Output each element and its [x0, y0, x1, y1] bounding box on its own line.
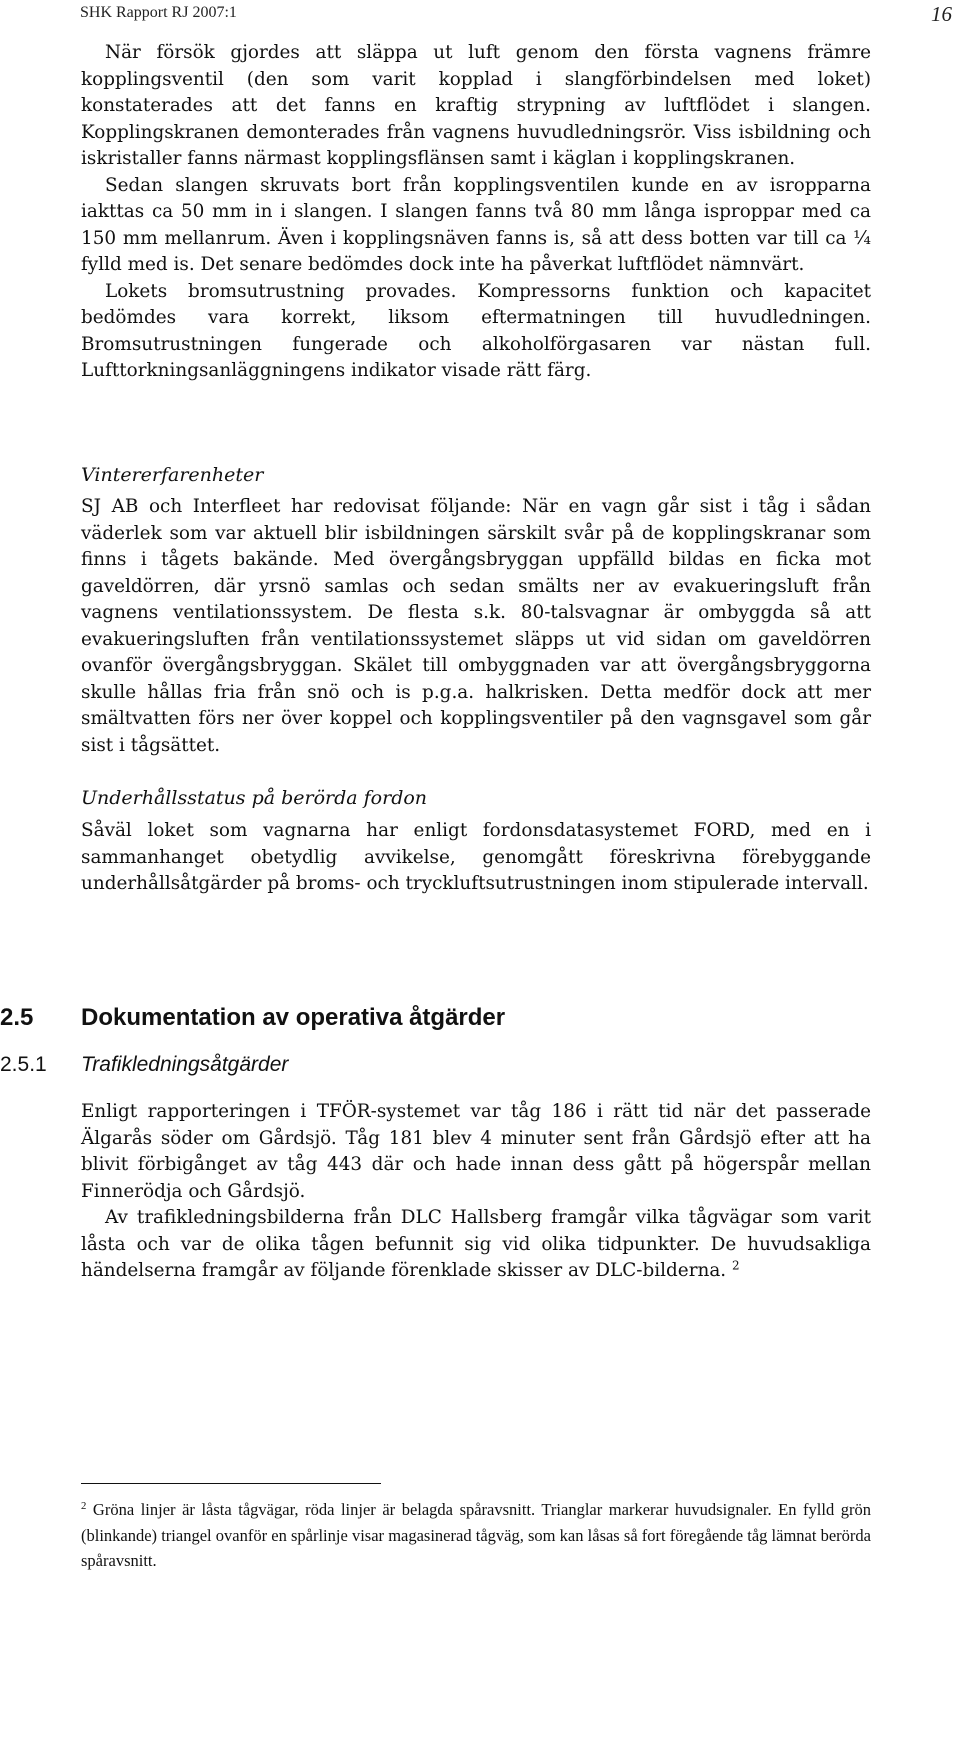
footnote-text: Gröna linjer är låsta tågvägar, röda linjer är belagda spåravsnitt. Trianglar markerar huvudsignaler. En fylld grön (blinkande) triangel ovanför en spårlinje visar magasinerad tågväg, som kan låsas så fort föregående tåg lämnat berörda spåravsnitt. [81, 1500, 871, 1570]
underhall-paragraph: Såväl loket som vagnarna har enligt fordonsdatasystemet FORD, med en i sammanhanget obetydlig avvikelse, genomgått föreskrivna förebyggande underhållsåtgärder på broms- och tryckluftsutrustningen inom stipulerade intervall. [81, 820, 871, 894]
section-2-5-1-heading [0, 1053, 288, 1077]
section-2-5-title: Dokumentation av operativa åtgärder [81, 1004, 506, 1031]
footnote [81, 1497, 871, 1574]
report-id: SHK Rapport RJ 2007:1 [80, 4, 237, 21]
footnote-separator [81, 1483, 381, 1484]
heading-underhallsstatus: Underhållsstatus på berörda fordon [81, 787, 428, 809]
trafikledning-paragraph-2-text: Av trafikledningsbilderna från DLC Hallsberg framgår vilka tågvägar som varit låsta och var de olika tågen befunnit sig vid olika tidpunkter. De huvudsakliga händelserna framgår av följande förenklade skisser av DLC-bilderna. [81, 1207, 871, 1281]
intro-paragraph-3: Lokets bromsutrustning provades. Kompressorns funktion och kapacitet bedömdes vara korrekt, liksom eftermatningen till huvudledningen. Bromsutrustningen fungerade och alkoholförgasaren var nästan full. Lufttorkningsanläggningens indikator visade rätt färg. [81, 280, 871, 381]
footnote-marker: 2 [81, 1500, 87, 1513]
section-2-5-number: 2.5 [0, 1004, 34, 1031]
intro-paragraph-2: Sedan slangen skruvats bort från kopplingsventilen kunde en av isropparna iakttas ca 50 mm in i slangen. I slangen fanns två 80 mm långa isproppar med ca 150 mm mellanrum. Även i kopplingsnäven fanns is, så att dess botten var till ca ¼ fylld med is. Det senare bedömdes dock inte ha påverkat luftflödet nämnvärt. [81, 174, 871, 275]
vinter-text-block [81, 494, 871, 759]
section-2-5-1-number: 2.5.1 [0, 1053, 47, 1076]
trafikledning-paragraph-1: Enligt rapporteringen i TFÖR-systemet var tåg 186 i rätt tid när det passerade Älgarås söder om Gårdsjö. Tåg 181 blev 4 minuter sent från Gårdsjö efter att ha blivit förbigånget av tåg 443 där och hade innan dess gått på högerspår mellan Finnerödja och Gårdsjö. [81, 1101, 871, 1202]
intro-text-block [81, 40, 871, 385]
section-2-5-1-title: Trafikledningsåtgärder [81, 1053, 289, 1076]
underhall-text-block [81, 818, 871, 898]
vinter-paragraph: SJ AB och Interfleet har redovisat följande: När en vagn går sist i tåg i sådan väderlek som var aktuell blir isbildningen särskilt svår på de kopplingskranar som finns i tågets bakände. Med övergångsbryggan uppfälld bildas en ficka mot gaveldörren, där yrsnö samlas och sedan smälts ner av evakueringsluft från vagnens ventilationssystem. De flesta s.k. 80-talsvagnar är ombyggda så att evakueringsluften från ventilationssystemet släpps ut vid sidan om gaveldörren ovanför övergångsbryggan. Skälet till ombyggnaden var att övergångsbryggorna skulle hållas fria från snö och is p.g.a. halkrisken. Detta medför dock att mer smältvatten förs ner över koppel och kopplingsventiler på den vagnsgavel som går sist i tågsättet. [81, 496, 871, 756]
footnote-reference[interactable]: 2 [732, 1258, 740, 1273]
trafikledning-text-block [81, 1099, 871, 1285]
section-2-5-heading [0, 1004, 505, 1032]
page-number: 16 [931, 2, 952, 26]
intro-paragraph-1: När försök gjordes att släppa ut luft genom den första vagnens främre kopplingsventil (den som varit kopplad i slangförbindelsen med loket) konstaterades att det fanns en kraftig strypning av luftflödet i slangen. Kopplingskranen demonterades från vagnens huvudledningsrör. Viss isbildning och iskristaller fanns närmast kopplingsflänsen samt i käglan i kopplingskranen. [81, 42, 871, 169]
heading-vintererfarenheter: Vintererfarenheter [81, 464, 264, 486]
trafikledning-paragraph-2 [81, 1205, 871, 1285]
